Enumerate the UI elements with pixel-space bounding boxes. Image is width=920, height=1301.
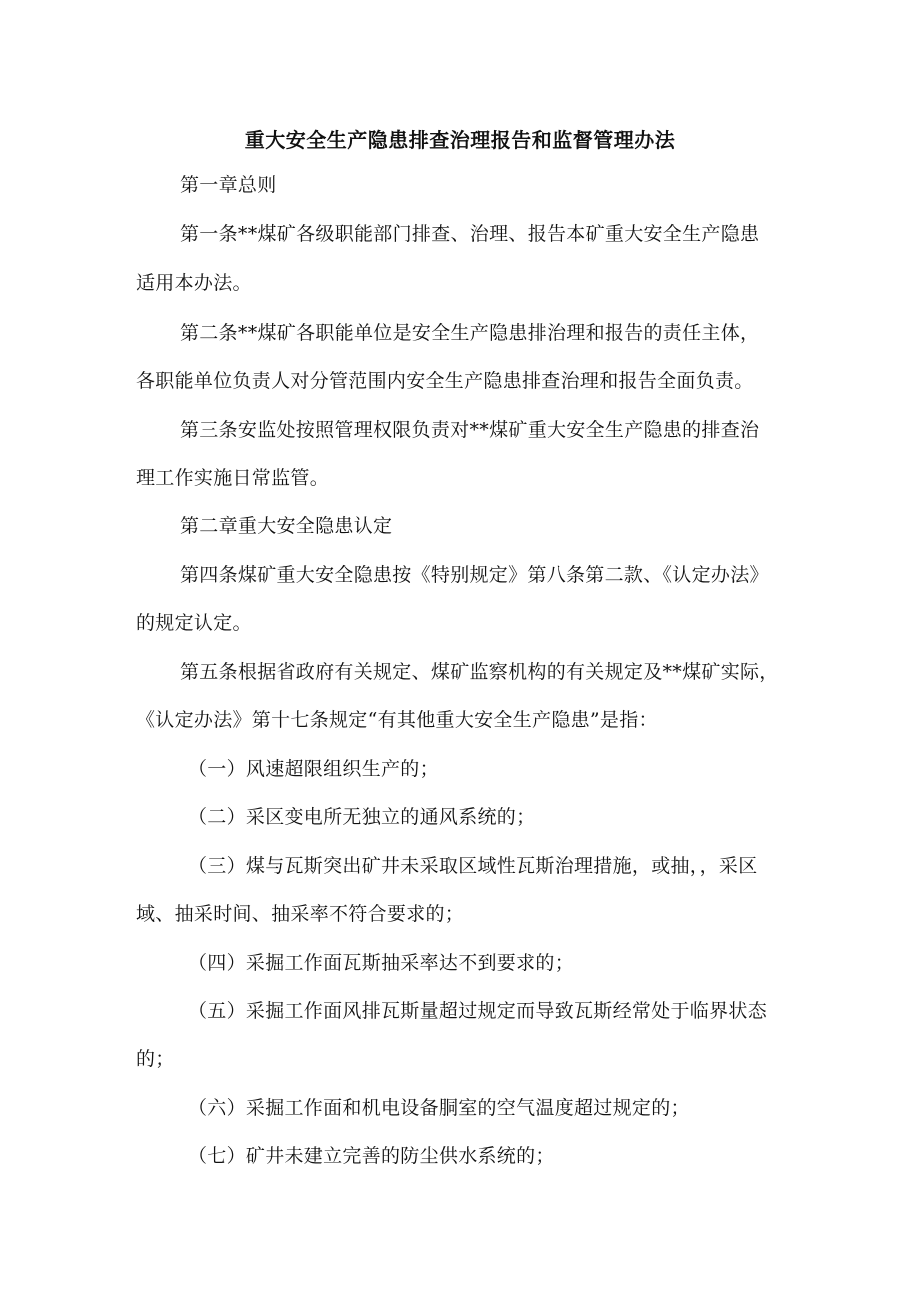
chapter-heading-2: 第二章重大安全隐患认定: [180, 515, 393, 537]
article-5-line-1: 第五条根据省政府有关规定、煤矿监察机构的有关规定及**煤矿实际，: [180, 661, 779, 683]
list-item-1: （一）风速超限组织生产的；: [188, 758, 439, 780]
list-item-3-line-2: 域、抽采时间、抽采率不符合要求的；: [136, 903, 465, 925]
article-4-line-2: 的规定认定。: [136, 612, 252, 634]
list-item-4: （四）采掘工作面瓦斯抽采率达不到要求的；: [188, 952, 575, 974]
article-2-line-1: 第二条**煤矿各职能单位是安全生产隐患排治理和报告的责任主体，: [180, 322, 760, 344]
chapter-heading-1: 第一章总则: [180, 174, 277, 196]
list-item-5-line-1: （五）采掘工作面风排瓦斯量超过规定而导致瓦斯经常处于临界状态: [188, 1000, 768, 1022]
list-item-3-line-1: （三）煤与瓦斯突出矿井未采取区域性瓦斯治理措施，或抽，，采区: [188, 855, 758, 877]
article-2-line-2: 各职能单位负责人对分管范围内安全生产隐患排查治理和报告全面负责。: [136, 370, 754, 392]
article-3-line-1: 第三条安监处按照管理权限负责对**煤矿重大安全生产隐患的排查治: [180, 419, 760, 441]
list-item-7: （七）矿井未建立完善的防尘供水系统的；: [188, 1145, 555, 1167]
list-item-6: （六）采掘工作面和机电设备胴室的空气温度超过规定的；: [188, 1097, 690, 1119]
article-1-line-2: 适用本办法。: [136, 272, 252, 294]
article-5-line-2: 《认定办法》第十七条规定“有其他重大安全生产隐患”是指：: [136, 709, 658, 731]
article-1-line-1: 第一条**煤矿各级职能部门排查、治理、报告本矿重大安全生产隐患: [180, 223, 760, 245]
article-3-line-2: 理工作实施日常监管。: [136, 467, 330, 489]
article-4-line-1: 第四条煤矿重大安全隐患按《特别规定》第八条第二款、《认定办法》: [180, 564, 769, 586]
document-title: 重大安全生产隐患排查治理报告和监督管理办法: [244, 128, 676, 152]
list-item-5-line-2: 的；: [136, 1048, 175, 1070]
list-item-2: （二）采区变电所无独立的通风系统的；: [188, 806, 536, 828]
